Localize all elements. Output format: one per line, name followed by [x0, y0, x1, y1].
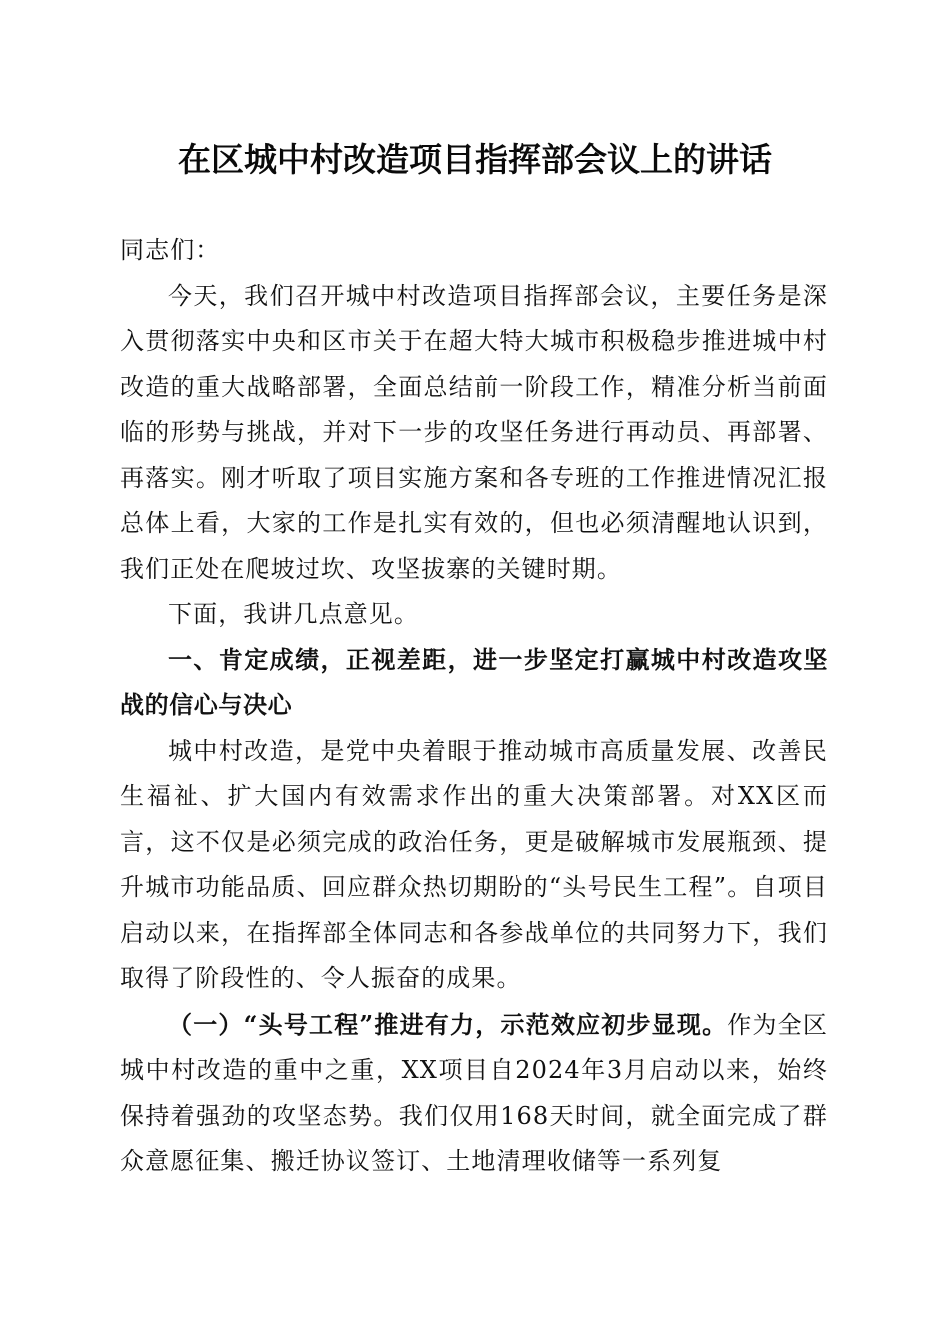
section-heading-1: 一、肯定成绩，正视差距，进一步坚定打赢城中村改造攻坚战的信心与决心	[120, 645, 828, 719]
paragraph-transition: 下面，我讲几点意见。	[168, 600, 419, 628]
salutation: 同志们：	[120, 236, 221, 264]
document-body	[120, 228, 828, 1185]
subsection-1-lead: （一）“头号工程”推进有力，示范效应初步显现。	[168, 1009, 728, 1039]
paragraph-subsection-1	[120, 1002, 828, 1185]
paragraph-section-1-intro: 城中村改造，是党中央着眼于推动城市高质量发展、改善民生福祉、扩大国内有效需求作出的重大决策部署。对XX区而言，这不仅是必须完成的政治任务，更是破解城市发展瓶颈、提升城市功能品质、回应群众热切期盼的“头号民生工程”。自项目启动以来，在指挥部全体同志和各参战单位的共同努力下，我们取得了阶段性的、令人振奋的成果。	[120, 736, 828, 992]
paragraph-opening: 今天，我们召开城中村改造项目指挥部会议，主要任务是深入贯彻落实中央和区市关于在超大特大城市积极稳步推进城中村改造的重大战略部署，全面总结前一阶段工作，精准分析当前面临的形势与挑战，并对下一步的攻坚任务进行再动员、再部署、再落实。刚才听取了项目实施方案和各专班的工作推进情况汇报总体上看，大家的工作是扎实有效的，但也必须清醒地认识到，我们正处在爬坡过坎、攻坚拔寨的关键时期。	[120, 281, 828, 583]
subsection-1-text: 作为全区城中村改造的重中之重，XX项目自2024年3月启动以来，始终保持着强劲的攻坚态势。我们仅用168天时间，就全面完成了群众意愿征集、搬迁协议签订、土地清理收储等一系列复	[120, 1010, 828, 1175]
document-title: 在区城中村改造项目指挥部会议上的讲话	[178, 140, 772, 179]
